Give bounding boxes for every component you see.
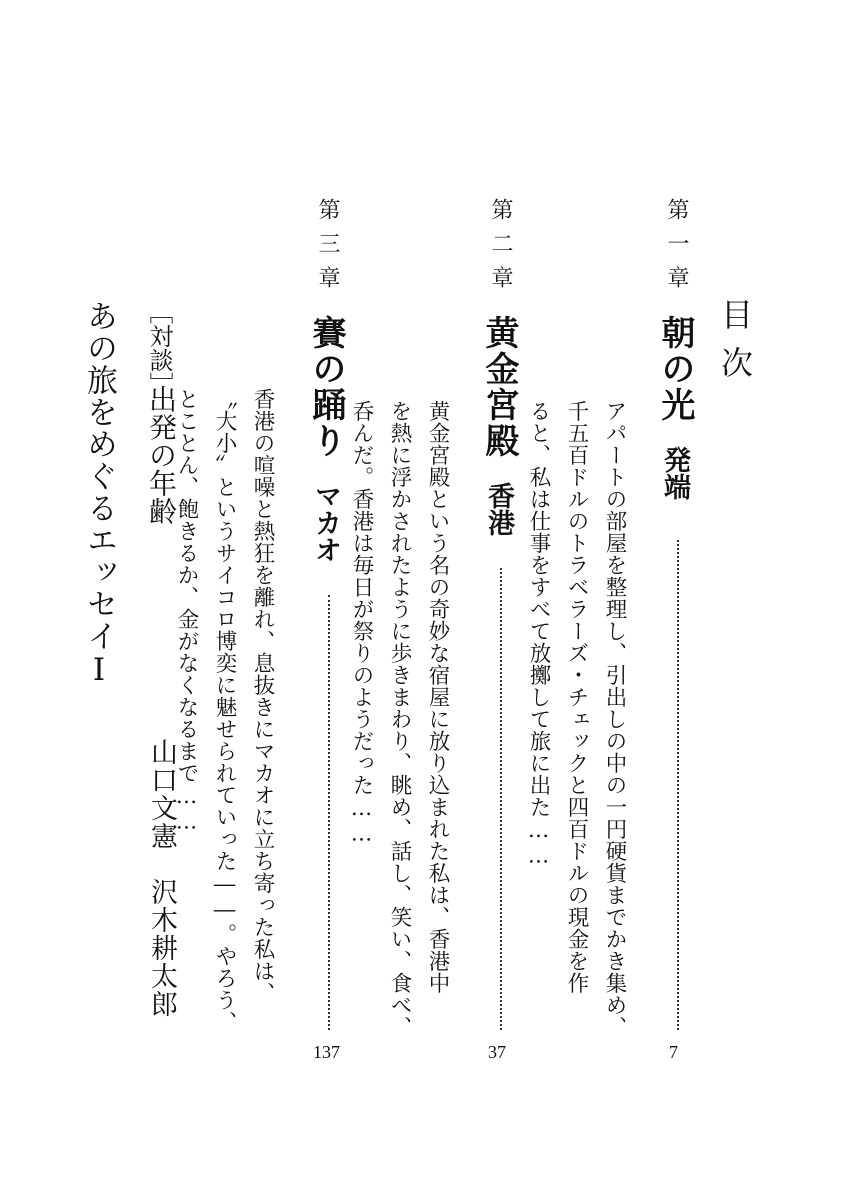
- chapter-2-summary-line-1: 黄金宮殿という名の奇妙な宿屋に放り込まれた私は、香港中: [425, 400, 450, 994]
- chapter-1-subtitle: 発端: [659, 446, 690, 500]
- chapter-2-summary-line-3: 呑んだ。香港は毎日が祭りのようだった……: [349, 400, 374, 847]
- chapter-2-page: 37: [488, 1042, 506, 1062]
- chapter-2-subtitle: 香港: [483, 482, 514, 536]
- chapter-3-title: 賽の踊り: [306, 315, 346, 459]
- chapter-3-summary-line-3: とことん、飽きるか、金がなくなるまで……: [174, 388, 199, 835]
- essay-title: あの旅をめぐるエッセイⅠ: [81, 300, 117, 689]
- chapter-2-label: 第二章: [488, 198, 513, 300]
- dialogue-authors: 山口文憲 沢木耕太郎: [146, 738, 177, 1018]
- chapter-2-summary: [342, 400, 456, 1038]
- chapter-1-title: 朝の光: [655, 315, 695, 423]
- chapter-3-subtitle: マカオ: [310, 482, 341, 563]
- chapter-1-label: 第一章: [664, 198, 689, 300]
- dialogue-label: ［対談］: [145, 300, 173, 396]
- chapter-3-summary-line-1: 香港の喧噪と熱狂を離れ、息抜きにマカオに立ち寄った私は、: [250, 388, 275, 1004]
- chapter-3-summary: [167, 388, 281, 1033]
- chapter-1-leader: [677, 540, 679, 1030]
- chapter-1-summary-line-3: ると、私は仕事をすべて放擲して旅に出た……: [526, 400, 551, 869]
- toc-title: 目次: [716, 298, 754, 394]
- chapter-3-page: 137: [313, 1042, 340, 1062]
- chapter-1-summary: [519, 400, 633, 1038]
- chapter-1-page: 7: [669, 1042, 678, 1062]
- chapter-2-leader: [500, 568, 502, 1030]
- dialogue-title: 出発の年齢: [145, 385, 178, 525]
- chapter-3-leader: [328, 595, 330, 1030]
- chapter-1-summary-line-1: アパートの部屋を整理し、引出しの中の一円硬貨までかき集め、: [602, 400, 627, 1038]
- chapter-1-summary-line-2: 千五百ドルのトラベラーズ・チェックと四百ドルの現金を作: [564, 400, 589, 994]
- chapter-2-title: 黄金宮殿: [479, 315, 519, 459]
- chapter-2-summary-line-2: を熱に浮かされたように歩きまわり、眺め、話し、笑い、食べ、: [387, 400, 412, 1038]
- chapter-3-summary-line-2: 〝大小〟というサイコロ博奕に魅せられていった――。やろう、: [212, 388, 237, 1033]
- chapter-3-label: 第三章: [315, 198, 340, 300]
